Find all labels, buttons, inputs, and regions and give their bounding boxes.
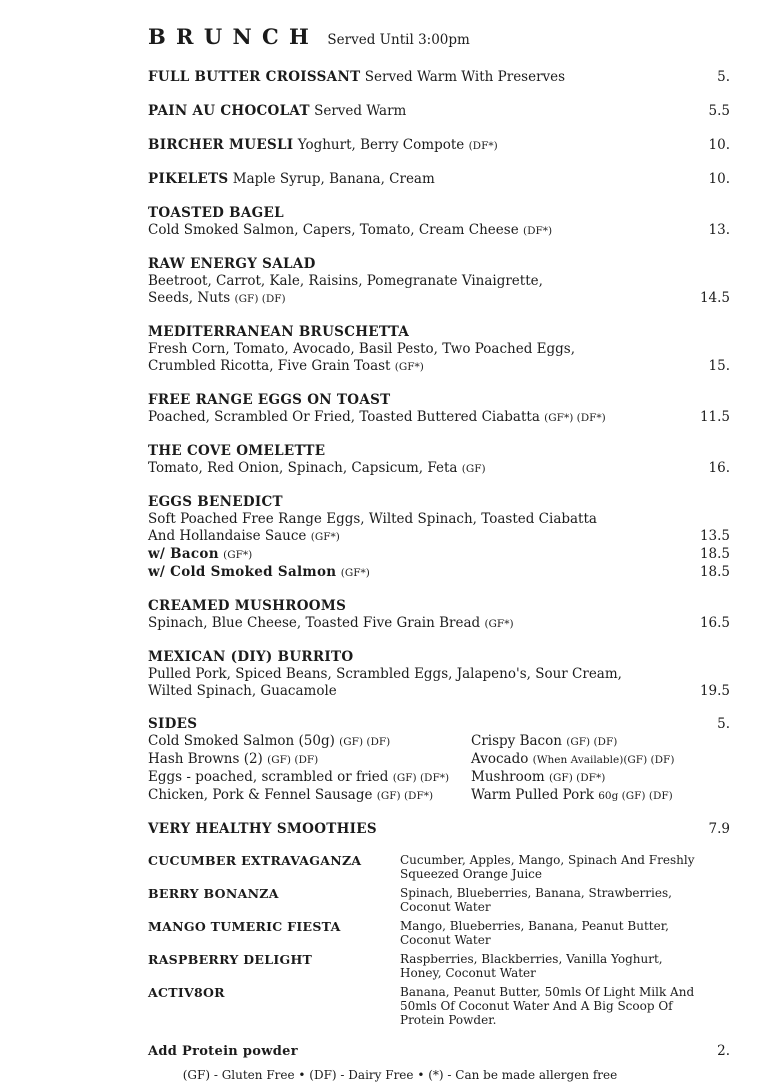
item-name: PIKELETS [148,171,229,187]
menu-row [148,171,730,189]
dietary-tags: (When Available)(GF) (DF) [532,754,675,766]
side-item [471,769,730,787]
menu-row [148,222,730,240]
item-price: 13.5 [699,528,730,544]
item-description: Pulled Pork, Spiced Beans, Scrambled Eggs, Jalapeno's, Sour Cream, [148,666,622,682]
dietary-tags: (GF*) [223,549,253,561]
item-variant-name: w/ Cold Smoked Salmon [148,564,337,580]
side-item [471,787,730,805]
smoothie-name: MANGO TUMERIC FIESTA [148,919,341,934]
item-name: MEXICAN (DIY) BURRITO [148,649,354,665]
item-price: 11.5 [699,409,730,425]
sides-heading: SIDES [148,716,198,732]
menu-row [148,821,730,838]
item-price: 15. [708,358,730,374]
smoothie-description: Mango, Blueberries, Banana, Peanut Butter, Coconut Water [400,919,669,947]
dietary-tags: (GF) (DF) [566,736,618,748]
dietary-tags: (GF*) [310,531,340,543]
side-item [148,787,471,805]
menu-row [148,443,730,460]
menu-row [148,256,730,273]
item-description: Seeds, Nuts [148,290,231,306]
menu-row [148,341,730,358]
item-price: 5.5 [708,103,730,119]
item-description: Wilted Spinach, Guacamole [148,683,337,699]
item-name: MEDITERRANEAN BRUSCHETTA [148,324,410,340]
dietary-tags: (GF*) [340,567,370,579]
side-name: Avocado [471,751,529,767]
menu-row [148,615,730,633]
side-name: Warm Pulled Pork [471,787,594,803]
dietary-tags: (DF*) [522,225,553,237]
menu-item [148,103,730,121]
menu-row [148,716,730,733]
item-price: 18.5 [699,546,730,562]
smoothie-name: ACTIV8OR [148,985,225,1000]
item-price: 5. [717,716,730,732]
item-price: 5. [717,69,730,85]
menu-row [148,528,730,546]
item-price: 2. [717,1043,730,1059]
item-price: 10. [708,171,730,187]
item-description: Poached, Scrambled Or Fried, Toasted Buttered Ciabatta [148,409,540,425]
sides-section [148,716,730,805]
item-name: FREE RANGE EGGS ON TOAST [148,392,391,408]
item-name: THE COVE OMELETTE [148,443,326,459]
smoothie-name: RASPBERRY DELIGHT [148,952,313,967]
menu-item [148,171,730,189]
smoothie-description: Spinach, Blueberries, Banana, Strawberries, Coconut Water [400,886,672,914]
smoothie-item [148,853,730,881]
side-item [148,769,471,787]
menu-row [148,69,730,87]
dietary-tags: (GF) (DF) [234,293,286,305]
add-protein-label: Add Protein powder [148,1044,298,1059]
item-description: Served Warm With Preserves [364,69,566,85]
menu-row [148,409,730,427]
menu-row [148,103,730,121]
side-name: Hash Browns (2) [148,751,263,767]
item-name: PAIN AU CHOCOLAT [148,103,310,119]
menu-item [148,324,730,376]
menu-row [148,564,730,582]
dietary-tags: 60g (GF) (DF) [598,790,673,802]
item-description: Yoghurt, Berry Compote [297,137,465,153]
smoothie-name: CUCUMBER EXTRAVAGANZA [148,853,362,868]
menu-row [148,392,730,409]
menu-row [148,649,730,666]
allergen-legend: (GF) - Gluten Free • (DF) - Dairy Free • (*) - Can be made allergen free [182,1068,618,1082]
side-item [471,733,730,751]
menu-row [148,324,730,341]
item-price: 18.5 [699,564,730,580]
menu-header [148,24,730,49]
item-price: 14.5 [699,290,730,306]
item-price: 16.5 [699,615,730,631]
smoothie-description: Cucumber, Apples, Mango, Spinach And Freshly Squeezed Orange Juice [400,853,695,881]
dietary-tags: (GF*) (DF*) [544,412,606,424]
menu-row [148,598,730,615]
menu-item [148,137,730,155]
item-name: RAW ENERGY SALAD [148,256,316,272]
item-description: Crumbled Ricotta, Five Grain Toast [148,358,391,374]
smoothie-item [148,952,730,980]
menu-row [148,683,730,700]
side-name: Cold Smoked Salmon (50g) [148,733,335,749]
side-name: Crispy Bacon [471,733,562,749]
side-name: Mushroom [471,769,545,785]
dietary-tags: (GF) [461,463,486,475]
side-item [471,751,730,769]
dietary-tags: (GF*) [484,618,514,630]
smoothie-name: BERRY BONANZA [148,886,279,901]
item-description: Maple Syrup, Banana, Cream [232,171,435,187]
menu-subtitle: Served Until 3:00pm [327,32,470,48]
side-item [148,733,471,751]
item-description: Served Warm [314,103,407,119]
item-price: 16. [708,460,730,476]
item-name: BIRCHER MUESLI [148,137,294,153]
menu-row [148,546,730,564]
smoothie-item [148,919,730,947]
item-price: 19.5 [699,683,730,699]
menu-row [148,358,730,376]
menu-row [148,460,730,478]
dietary-tags: (GF*) [394,361,424,373]
item-name: EGGS BENEDICT [148,494,283,510]
menu-row [148,205,730,222]
add-protein-row [148,1043,730,1060]
item-name: CREAMED MUSHROOMS [148,598,347,614]
smoothie-item [148,886,730,914]
item-description: Fresh Corn, Tomato, Avocado, Basil Pesto, Two Poached Eggs, [148,341,575,357]
smoothies-section [148,821,730,1027]
smoothie-description: Raspberries, Blackberries, Vanilla Yoghurt, Honey, Coconut Water [400,952,663,980]
dietary-tags: (GF) (DF*) [548,772,606,784]
item-description: Beetroot, Carrot, Kale, Raisins, Pomegranate Vinaigrette, [148,273,543,289]
menu-title: B R U N C H [148,24,311,49]
item-description: Spinach, Blue Cheese, Toasted Five Grain Bread [148,615,481,631]
item-description: Soft Poached Free Range Eggs, Wilted Spinach, Toasted Ciabatta [148,511,597,527]
item-description: Cold Smoked Salmon, Capers, Tomato, Cream Cheese [148,222,519,238]
side-name: Eggs - poached, scrambled or fried [148,769,389,785]
dietary-tags: (DF*) [468,140,498,152]
sides-left-column [148,733,471,805]
smoothie-item [148,985,730,1027]
menu-row [148,273,730,290]
menu-row [148,290,730,308]
side-name: Chicken, Pork & Fennel Sausage [148,787,373,803]
sides-columns [148,733,730,805]
item-price: 13. [708,222,730,238]
item-price: 10. [708,137,730,153]
menu-item [148,69,730,87]
item-price: 7.9 [708,821,730,837]
dietary-tags: (GF) (DF) [267,754,319,766]
menu-item [148,494,730,582]
smoothie-description: Banana, Peanut Butter, 50mls Of Light Milk And 50mls Of Coconut Water And A Big Scoop Of Protein Powder. [400,985,695,1027]
dietary-tags: (GF) (DF) [339,736,391,748]
item-name: FULL BUTTER CROISSANT [148,69,361,85]
menu-row [148,511,730,528]
item-description: Tomato, Red Onion, Spinach, Capsicum, Feta [148,460,458,476]
menu-item [148,205,730,240]
menu-row [148,494,730,511]
sides-right-column [471,733,730,805]
menu-item [148,649,730,700]
side-item [148,751,471,769]
menu-row [148,137,730,155]
dietary-tags: (GF) (DF*) [376,790,434,802]
menu-item [148,392,730,427]
menu-item [148,443,730,478]
dietary-tags: (GF) (DF*) [392,772,450,784]
item-description: And Hollandaise Sauce [148,528,307,544]
menu-item [148,256,730,308]
menu-item [148,598,730,633]
item-variant-name: w/ Bacon [148,546,219,562]
smoothies-heading: VERY HEALTHY SMOOTHIES [148,821,377,837]
menu-row [148,666,730,683]
item-name: TOASTED BAGEL [148,205,284,221]
